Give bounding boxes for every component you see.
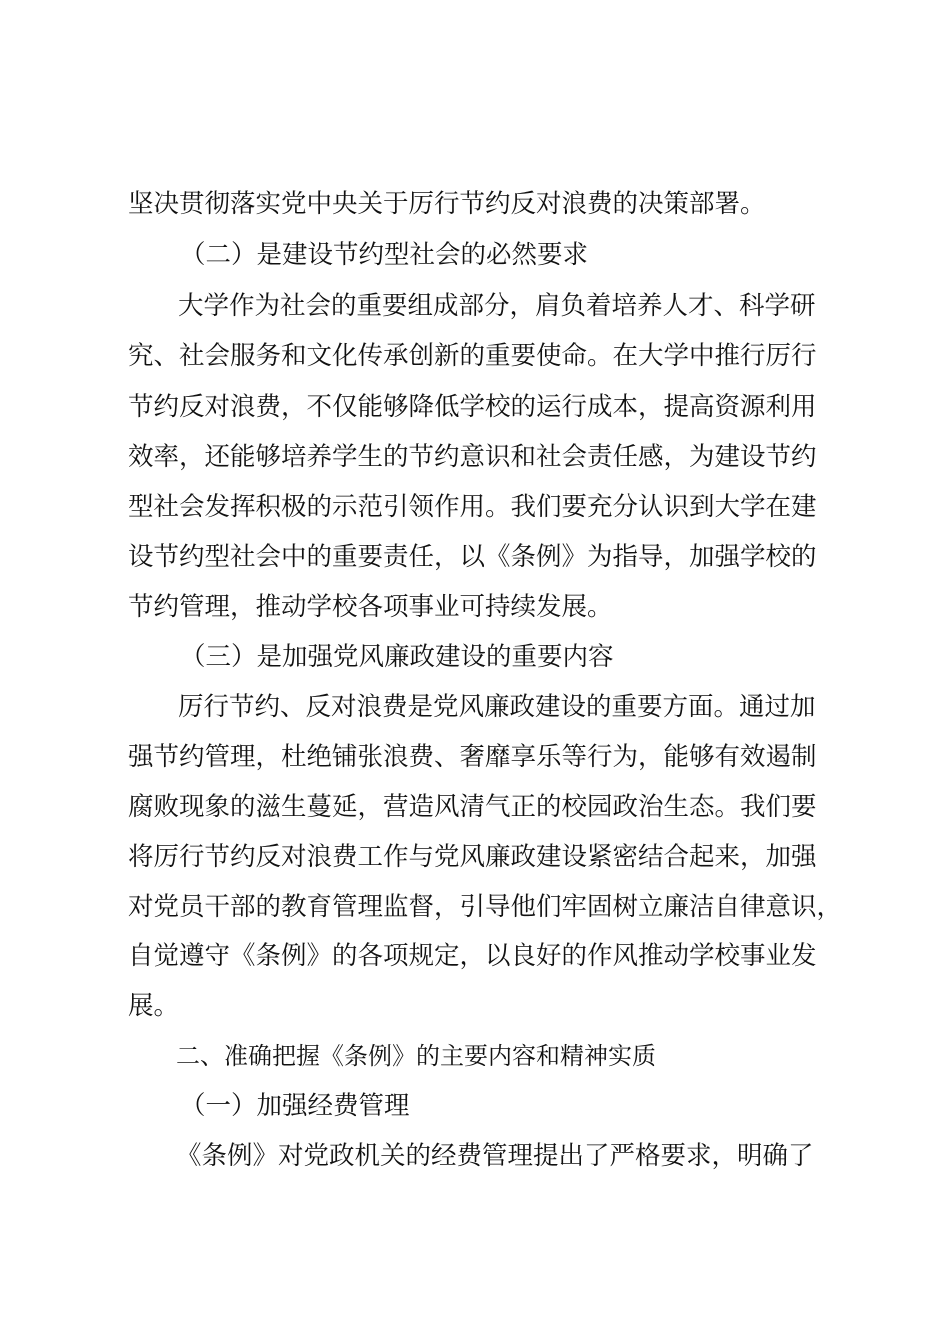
subheading-3: （三）是加强党风廉政建设的重要内容 — [180, 642, 614, 672]
paragraph-line: 设节约型社会中的重要责任，以《条例》为指导，加强学校的 — [128, 542, 817, 572]
paragraph-line: 究、社会服务和文化传承创新的重要使命。在大学中推行厉行 — [128, 341, 817, 371]
paragraph-line: 大学作为社会的重要组成部分，肩负着培养人才、科学研 — [178, 291, 816, 321]
paragraph-line: 展。 — [128, 991, 180, 1021]
paragraph-line: 效率，还能够培养学生的节约意识和社会责任感，为建设节约 — [128, 442, 817, 472]
paragraph-line: 《条例》对党政机关的经费管理提出了严格要求，明确了 — [176, 1141, 814, 1171]
paragraph-line: 坚决贯彻落实党中央关于厉行节约反对浪费的决策部署。 — [128, 189, 766, 219]
paragraph-line: 型社会发挥积极的示范引领作用。我们要充分认识到大学在建 — [128, 492, 817, 522]
paragraph-line: 对党员干部的教育管理监督，引导他们牢固树立廉洁自律意识， — [128, 892, 843, 922]
paragraph-line: 厉行节约、反对浪费是党风廉政建设的重要方面。通过加 — [178, 692, 816, 722]
paragraph-line: 节约反对浪费，不仅能够降低学校的运行成本，提高资源利用 — [128, 392, 817, 422]
paragraph-line: 强节约管理，杜绝铺张浪费、奢靡享乐等行为，能够有效遏制 — [128, 742, 817, 772]
subheading-2: （二）是建设节约型社会的必然要求 — [180, 240, 589, 270]
paragraph-line: 节约管理，推动学校各项事业可持续发展。 — [128, 592, 613, 622]
paragraph-line: 腐败现象的滋生蔓延，营造风清气正的校园政治生态。我们要 — [128, 792, 817, 822]
subheading-1: （一）加强经费管理 — [180, 1091, 410, 1121]
paragraph-line: 将厉行节约反对浪费工作与党风廉政建设紧密结合起来，加强 — [128, 842, 817, 872]
section-heading-2: 二、准确把握《条例》的主要内容和精神实质 — [176, 1042, 656, 1070]
paragraph-line: 自觉遵守《条例》的各项规定，以良好的作风推动学校事业发 — [128, 941, 817, 971]
